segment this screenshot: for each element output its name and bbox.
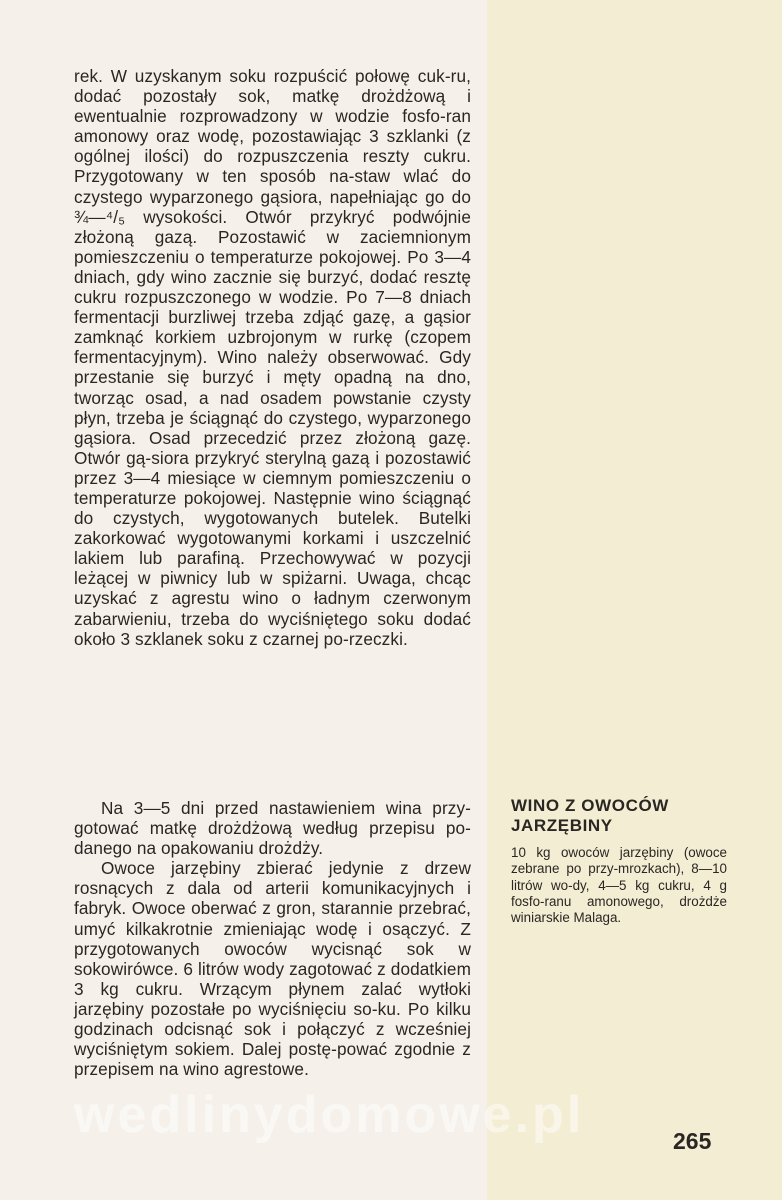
paragraph: rek. W uzyskanym soku rozpuścić połowę cuk-ru, dodać pozostały sok, matkę drożdżową i ewentualnie rozprowadzony w wodzie fosfo-ran amonowy oraz wodę, pozostawiając 3 szklanki (z ogólnej ilości) do rozpuszczenia reszty cukru. Przygotowany w ten sposób na-staw wlać do czystego wyparzonego gąsiora, napełniając go do ¾—⁴/₅ wysokości. Otwór przykryć podwójnie złożoną gazą. Pozostawić w zaciemnionym pomieszczeniu o temperaturze pokojowej. Po 3—4 dniach, gdy wino zacznie się burzyć, dodać resztę cukru rozpuszczonego w wodzie. Po 7—8 dniach fermentacji burzliwej trzeba zdjąć gazę, a gąsior zamknąć korkiem uzbrojonym w rurkę (czopem fermentacyjnym). Wino należy obserwować. Gdy przestanie się burzyć i męty opadną na dno, tworząc osad, a nad osadem powstanie czysty płyn, trzeba je ściągnąć do czystego, wyparzonego gąsiora. Osad przecedzić przez złożoną gazę. Otwór gą-siora przykryć sterylną gazą i pozostawić przez 3—4 miesiące w ciemnym pomieszczeniu o temperaturze pokojowej. Następnie wino ściągnąć do czystych, wygotowanych butelek. Butelki zakorkować wygotowanymi korkami i uszczelnić lakiem lub parafiną. Przechowywać w pozycji leżącej w piwnicy lub w spiżarni. Uwaga, chcąc uzyskać z agrestu wino o ładnym czerwonym zabarwieniu, trzeba do wyciśniętego soku dodać około 3 szklanek soku z czarnej po-rzeczki. [74,66,471,649]
paragraph: Owoce jarzębiny zbierać jedynie z drzew rosnących z dala od arterii komunikacyjnych i fabryk. Owoce oberwać z gron, starannie przebrać, umyć kilkakrotnie zmieniając wodę i osączyć. Z przygotowanych owoców wycisnąć sok w sokowirówce. 6 litrów wody zagotować z dodatkiem 3 kg cukru. Wrzącym płynem zalać wytłoki jarzębiny pozostałe po wyciśnięciu so-ku. Po kilku godzinach odcisnąć sok i połączyć z wcześniej wyciśniętym sokiem. Dalej postę-pować zgodnie z przepisem na wino agrestowe. [74,858,471,1080]
main-text-block-2 [74,798,471,1079]
main-text-block-1 [74,66,471,649]
recipe-sidebar-band [487,0,782,1200]
paragraph: Na 3—5 dni przed nastawieniem wina przy-gotować matkę drożdżową według przepisu po-danego na opakowaniu drożdży. [74,798,471,859]
watermark: wedlinydomowe.pl [74,1086,585,1144]
recipe-box [511,796,727,926]
recipe-ingredients: 10 kg owoców jarzębiny (owoce zebrane po przy-mrozkach), 8—10 litrów wo-dy, 4—5 kg cukru, 4 g fosfo-ranu amonowego, drożdże winiarskie Malaga. [511,845,727,926]
page-number: 265 [673,1128,712,1154]
recipe-title: WINO Z OWOCÓW JARZĘBINY [511,796,669,835]
